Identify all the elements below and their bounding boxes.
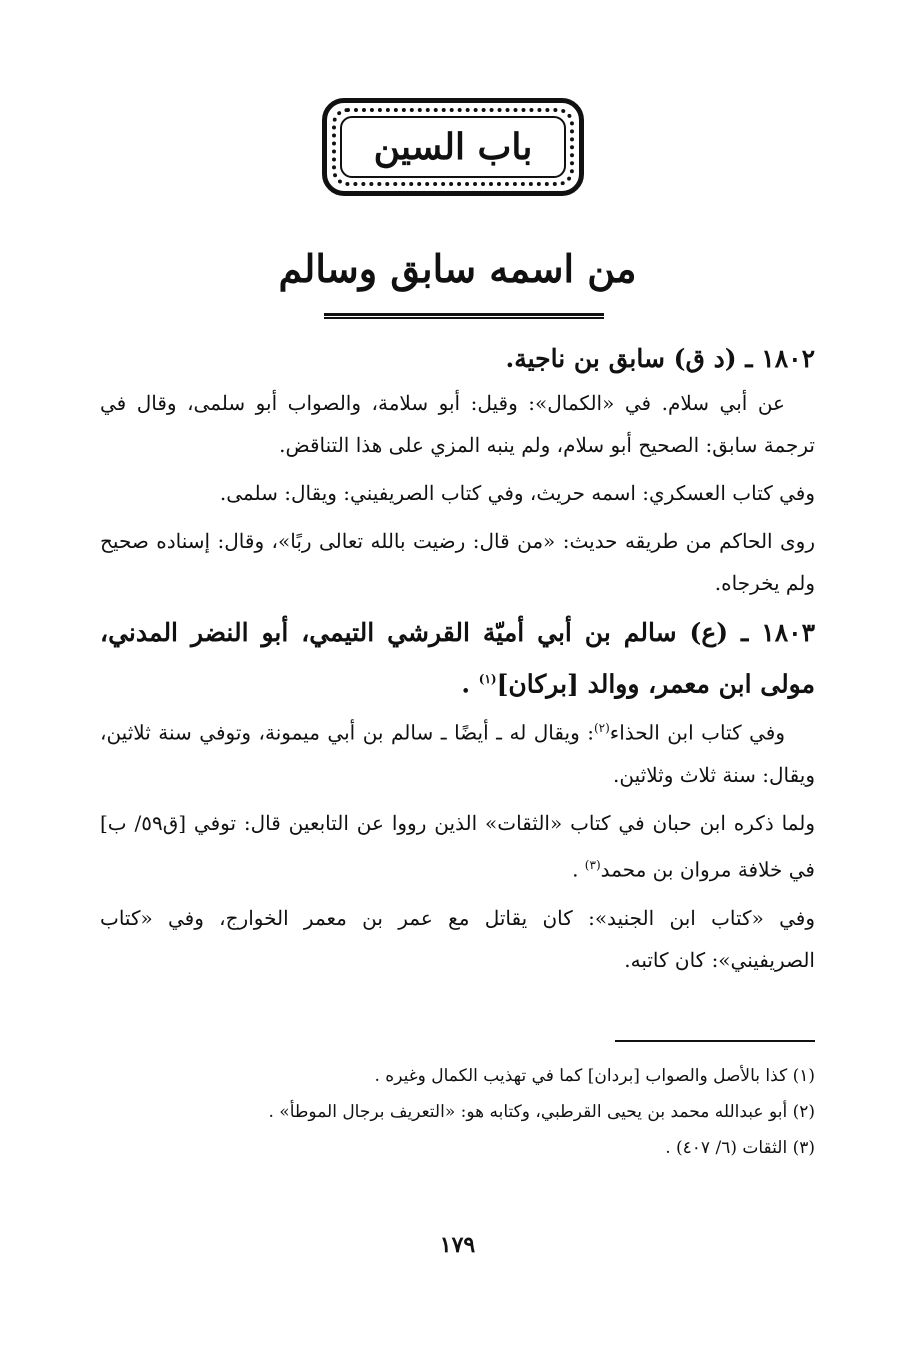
- paragraph: عن أبي سلام. في «الكمال»: وقيل: أبو سلامة، والصواب أبو سلمى، وقال في ترجمة سابق: الصحيح أبو سلام، ولم ينبه المزي على هذا التناقض.: [100, 391, 815, 457]
- entry-heading-text: ١٨٠٣ ـ (ع) سالم بن أبي أميّة القرشي التيمي، أبو النضر المدني، مولى ابن معمر، ووالد [بركان]: [100, 618, 815, 699]
- paragraph: وفي كتاب العسكري: اسمه حريث، وفي كتاب الصريفيني: ويقال: سلمى.: [219, 481, 815, 505]
- footnote-separator: [615, 1040, 815, 1042]
- section-title: من اسمه سابق وسالم: [278, 246, 637, 291]
- footnote: (٣) الثقات (٦/ ٤٠٧) .: [665, 1138, 815, 1158]
- page-number: ١٧٩: [439, 1232, 476, 1258]
- section-title-underline: [324, 313, 604, 319]
- footnote: (١) كذا بالأصل والصواب [بردان] كما في تهذيب الكمال وغيره .: [374, 1066, 815, 1086]
- chapter-title-frame: [322, 98, 584, 196]
- entry-heading-end: .: [461, 669, 479, 699]
- footnote-ref: (٣): [584, 857, 601, 872]
- paragraph: وفي «كتاب ابن الجنيد»: كان يقاتل مع عمر بن معمر الخوارج، وفي «كتاب الصريفيني»: كان كاتبه.: [100, 905, 815, 972]
- paragraph: روى الحاكم من طريقه حديث: «من قال: رضيت بالله تعالى ربًا»، وقال: إسناده صحيح ولم يخرجاه.: [100, 529, 815, 595]
- paragraph-text: : ويقال له ـ أيضًا ـ سالم بن أبي ميمونة، وتوفي سنة ثلاثين، ويقال: سنة ثلاث وثلاثين.: [100, 720, 815, 787]
- entry-heading: ١٨٠٢ ـ (د ق) سابق بن ناجية.: [505, 344, 815, 373]
- paragraph-text: وفي كتاب ابن الحذاء: [609, 720, 785, 745]
- paragraph: [100, 802, 815, 891]
- page-body: [100, 336, 815, 981]
- book-page: [100, 0, 815, 1355]
- paragraph: [100, 707, 815, 796]
- footnote-ref: (٢): [593, 721, 610, 736]
- footnote: (٢) أبو عبدالله محمد بن يحيى القرطبي، وكتابه هو: «التعريف برجال الموطأ» .: [268, 1102, 815, 1122]
- entry-heading: [100, 610, 815, 707]
- paragraph-text: .: [572, 857, 585, 882]
- chapter-title: باب السين: [373, 126, 533, 168]
- footnotes: [100, 1058, 815, 1166]
- paragraph-text: ولما ذكره ابن حبان في كتاب «الثقات» الذين رووا عن التابعين قال: توفي [ق٥٩/ ب] في خلافة مروان بن محمد: [100, 810, 815, 882]
- footnote-ref: (١): [478, 672, 497, 686]
